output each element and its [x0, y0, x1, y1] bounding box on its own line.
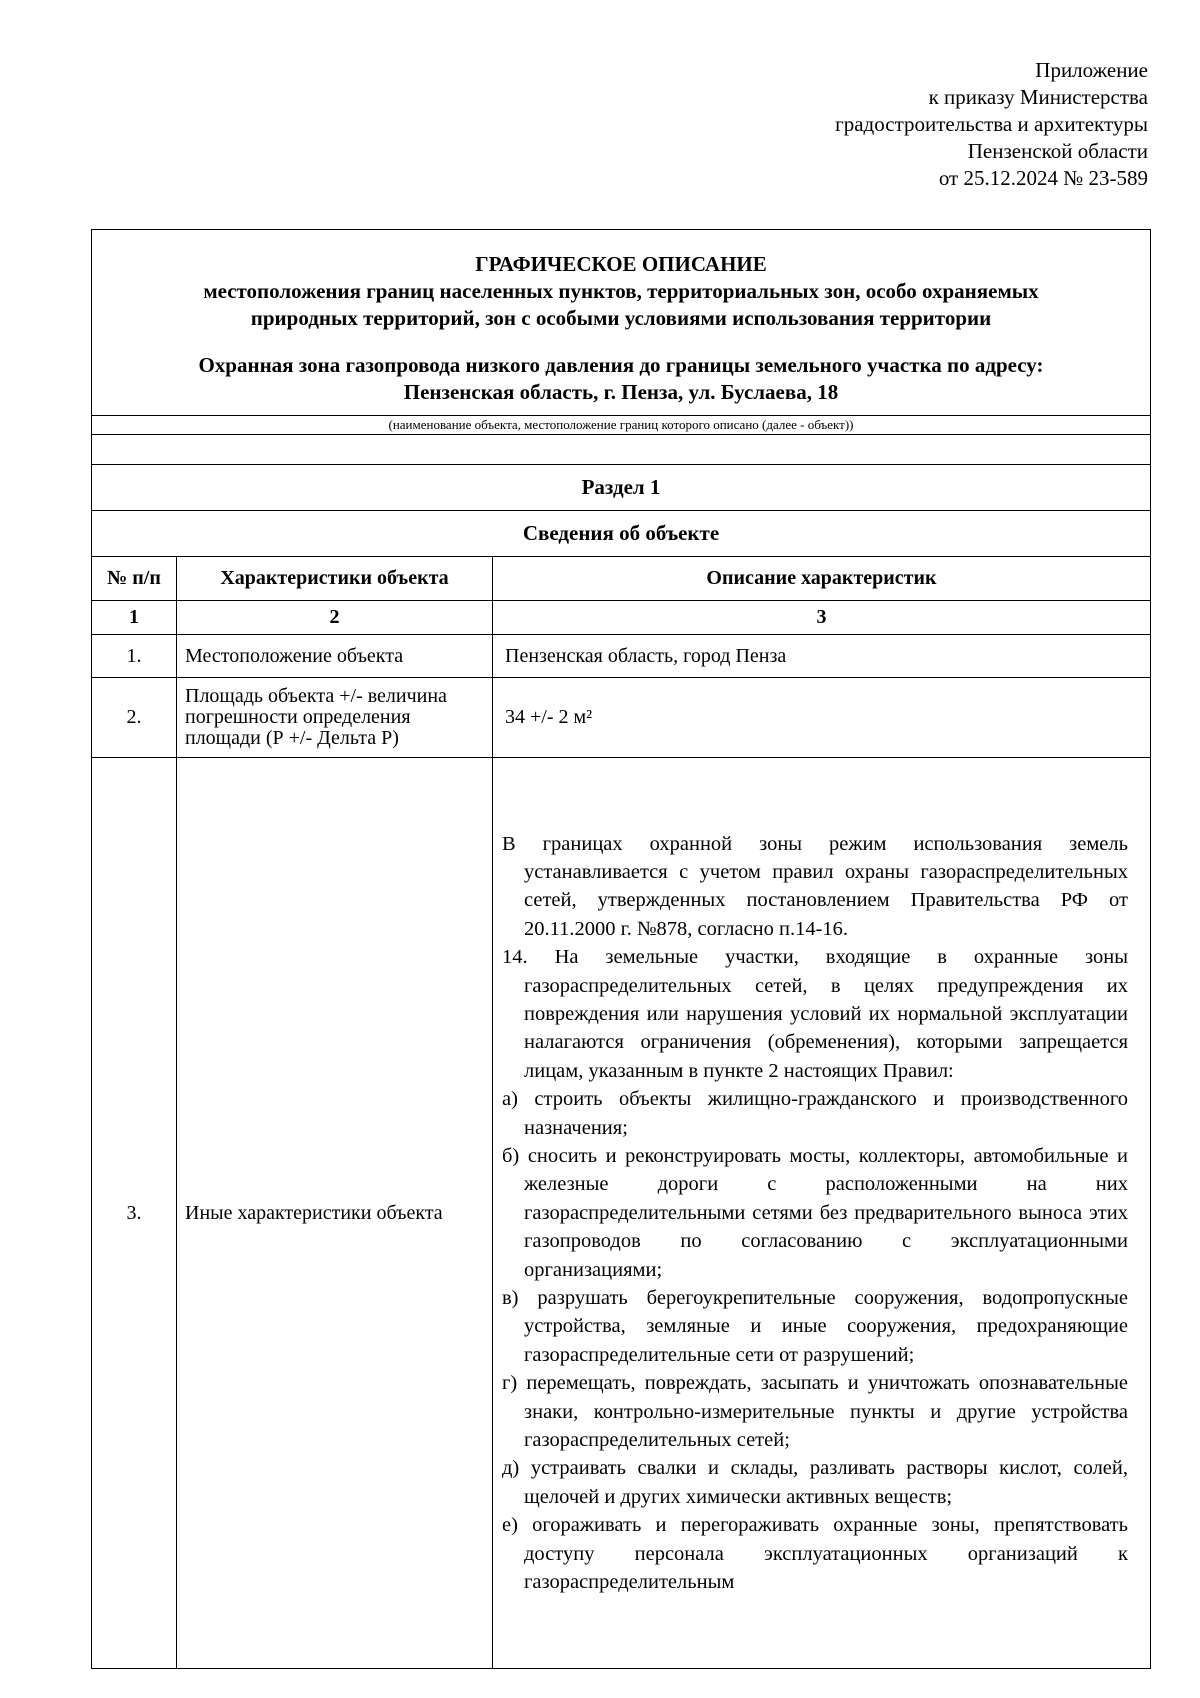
row-characteristic: Иные характеристики объекта — [177, 758, 493, 1669]
paragraph: д) устраивать свалки и склады, разливать растворы кислот, солей, щелочей и других химически активных веществ; — [502, 1457, 1128, 1508]
header-description: Описание характеристик — [493, 557, 1151, 601]
object-name-line: Охранная зона газопровода низкого давления до границы земельного участка по адресу: — [198, 353, 1044, 377]
appendix-line: к приказу Министерства — [928, 85, 1148, 109]
row-characteristic: Местоположение объекта — [177, 635, 493, 678]
table-row — [92, 635, 1151, 678]
row-characteristic: Площадь объекта +/- величина погрешности определения площади (Р +/- Дельта Р) — [177, 678, 493, 758]
spacer-row — [92, 435, 1151, 465]
paragraph: 14. На земельные участки, входящие в охранные зоны газораспределительных сетей, в целях предупреждения их повреждения или нарушения условий их нормальной эксплуатации налагаются ограничения (обременения), которыми запрещается лицам, указанным в пункте 2 настоящих Правил: — [502, 946, 1128, 1082]
object-caption: (наименование объекта, местоположение границ которого описано (далее - объект)) — [92, 416, 1151, 435]
object-name-line: Пензенская область, г. Пенза, ул. Буслаева, 18 — [403, 380, 839, 404]
row-number: 2. — [92, 678, 177, 758]
row-description: Пензенская область, город Пенза — [493, 635, 1151, 678]
row-number: 1. — [92, 635, 177, 678]
header-num: № п/п — [92, 557, 177, 601]
paragraph: в) разрушать берегоукрепительные сооружения, водопропускные устройства, земляные и иные сооружения, предохраняющие газораспределительные сети от разрушений; — [502, 1287, 1128, 1366]
table-row — [92, 758, 1151, 1669]
paragraph: б) сносить и реконструировать мосты, коллекторы, автомобильные и железные дороги с расположенными на них газораспределительными сетями без предварительного выноса этих газопроводов по согласованию с эксплуатационными организациями; — [502, 1144, 1128, 1281]
row-description: 34 +/- 2 м² — [493, 678, 1151, 758]
document-subtitle-line: местоположения границ населенных пунктов, территориальных зон, особо охраняемых — [203, 279, 1039, 303]
paragraph: г) перемещать, повреждать, засыпать и уничтожать опознавательные знаки, контрольно-измерительные пункты и другие устройства газораспределительных сетей; — [502, 1372, 1128, 1452]
paragraph: е) огораживать и перегораживать охранные зоны, препятствовать доступу персонала эксплуатационных организаций к газораспределительным — [502, 1514, 1128, 1594]
section-name: Сведения об объекте — [92, 511, 1151, 557]
header-characteristic: Характеристики объекта — [177, 557, 493, 601]
row-number: 3. — [92, 758, 177, 1669]
paragraph: В границах охранной зоны режим использования земель устанавливается с учетом правил охраны газораспределительных сетей, утвержденных постановлением Правительства РФ от 20.11.2000 г. №878, согласно п.14-16. — [502, 832, 1128, 940]
title-block — [92, 230, 1151, 416]
appendix-line: Пензенской области — [967, 139, 1148, 163]
appendix-line: от 25.12.2024 № 23-589 — [938, 166, 1148, 190]
row-description — [493, 758, 1151, 1669]
paragraph: а) строить объекты жилищно-гражданского и производственного назначения; — [502, 1088, 1128, 1139]
appendix-line: Приложение — [1035, 58, 1148, 82]
column-number: 3 — [493, 601, 1151, 635]
document-title: ГРАФИЧЕСКОЕ ОПИСАНИЕ — [475, 252, 767, 276]
appendix-block — [835, 57, 1148, 192]
restrictions-text — [493, 800, 1150, 1627]
column-number: 2 — [177, 601, 493, 635]
table-row — [92, 678, 1151, 758]
section-label: Раздел 1 — [92, 465, 1151, 511]
column-number: 1 — [92, 601, 177, 635]
description-table — [91, 229, 1151, 1669]
document-subtitle-line: природных территорий, зон с особыми условиями использования территории — [250, 306, 992, 330]
appendix-line: градостроительства и архитектуры — [835, 112, 1148, 136]
